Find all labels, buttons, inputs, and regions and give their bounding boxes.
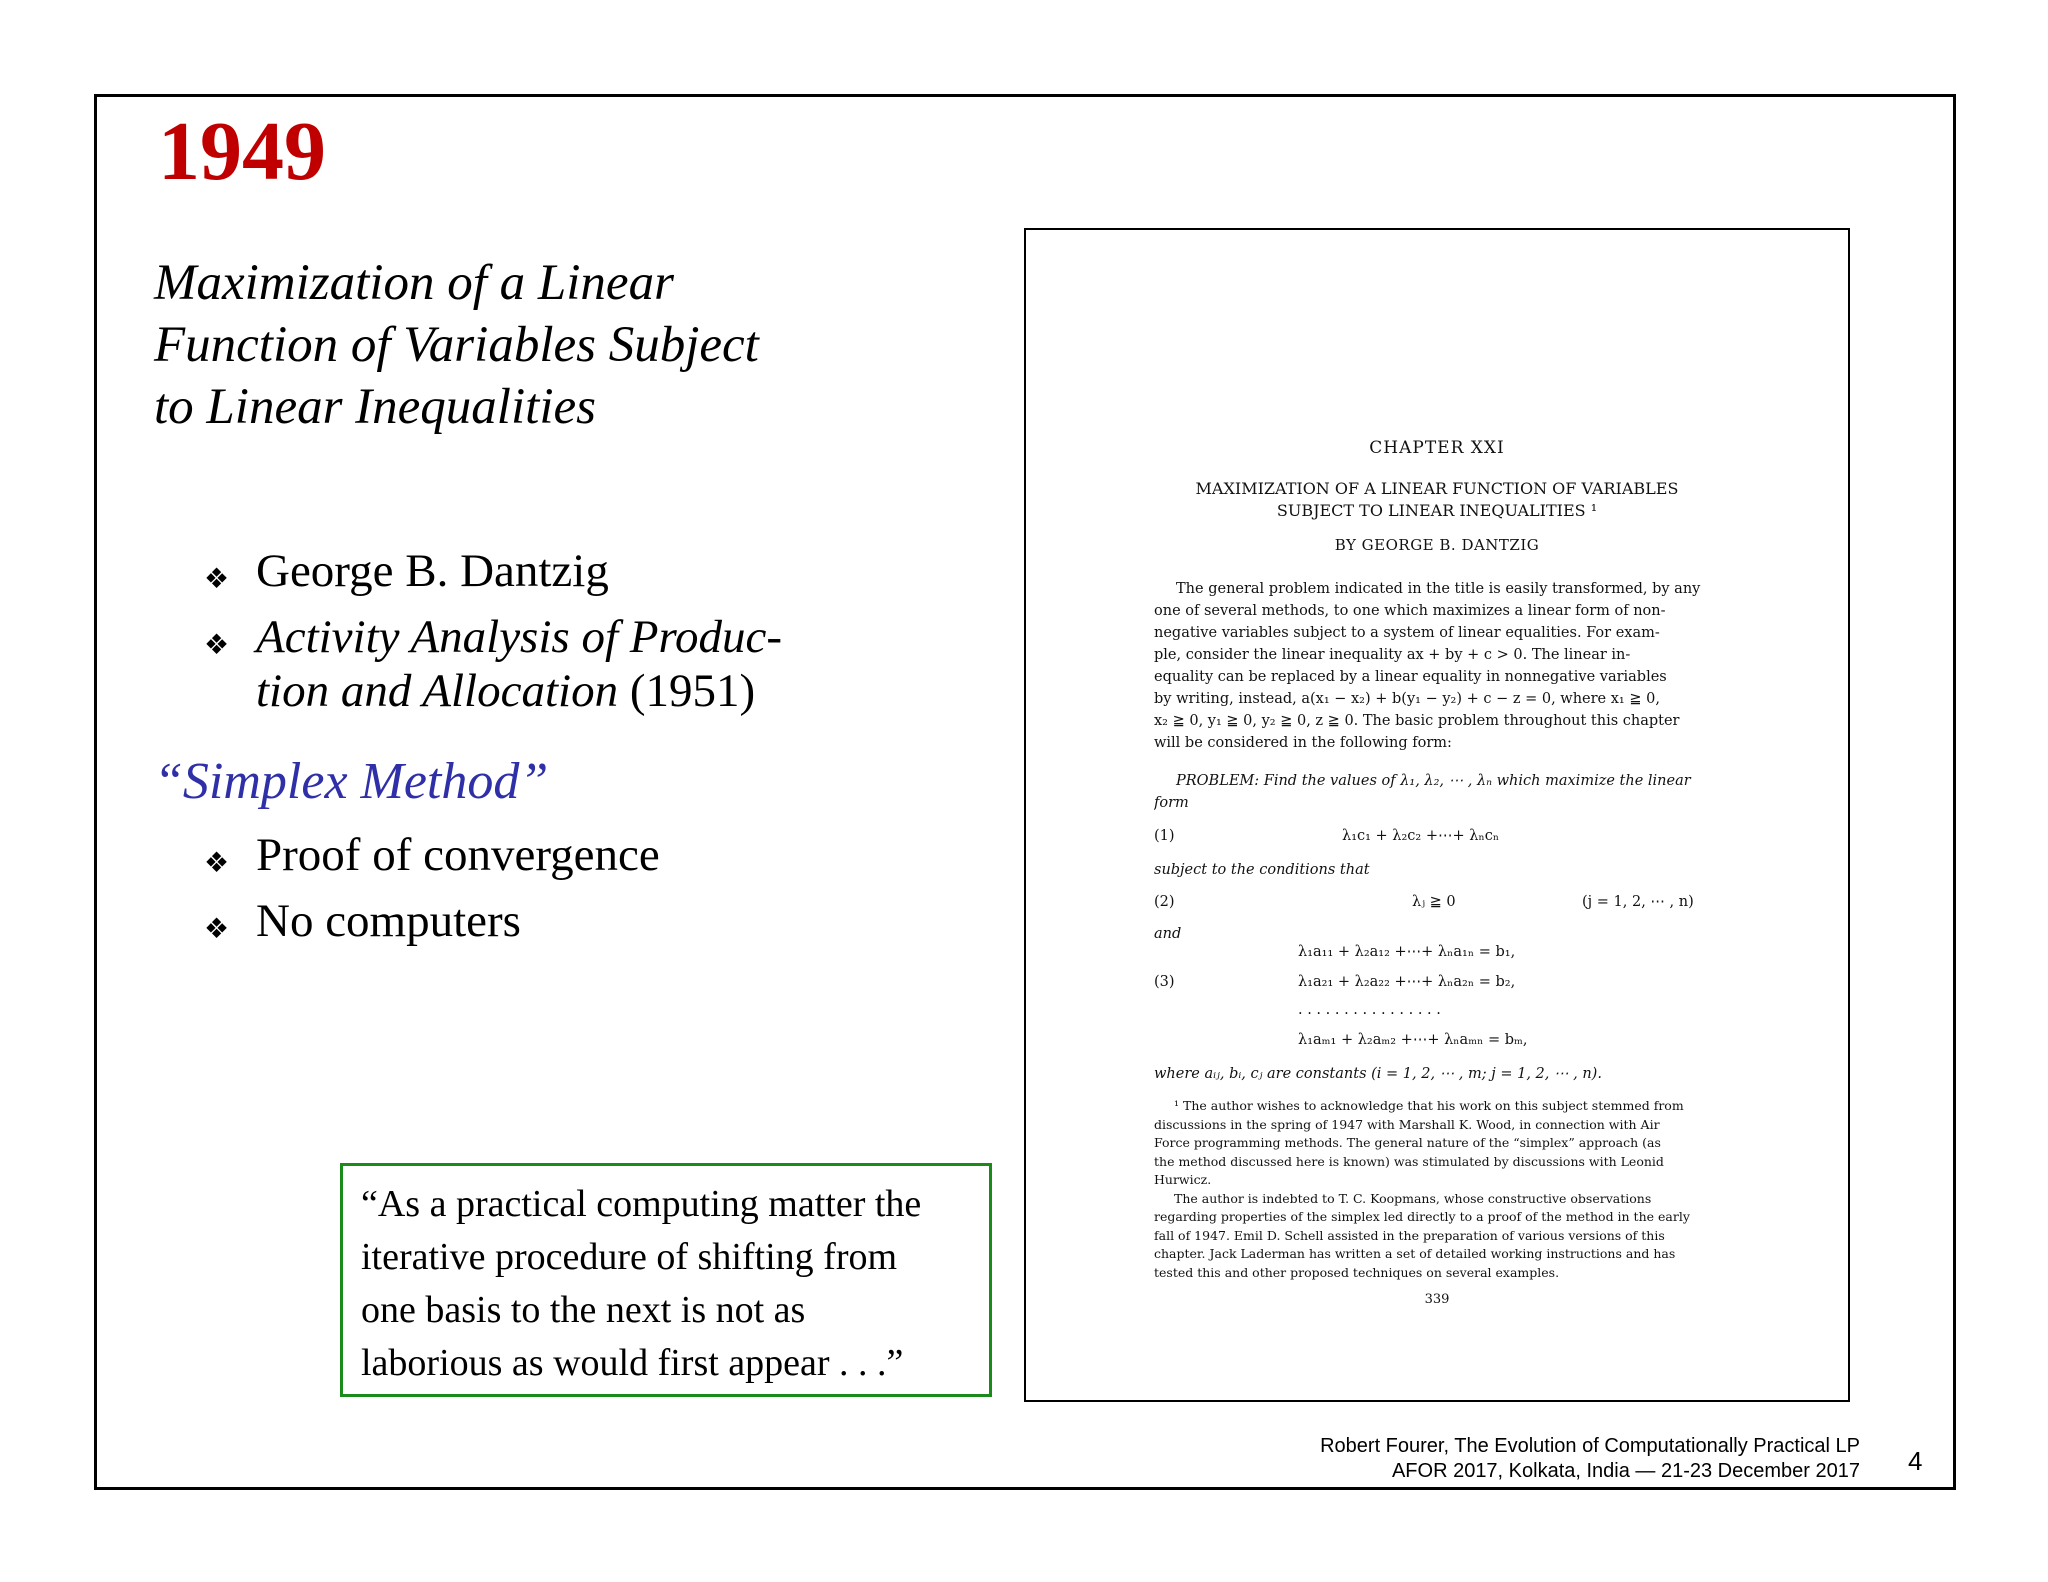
eq1-label: (1) — [1154, 828, 1175, 844]
footer-line: Robert Fourer, The Evolution of Computationally Practical LP — [1320, 1435, 1860, 1457]
bullet-book-line1: Activity Analysis of Produc- — [256, 611, 783, 663]
paper-title — [154, 252, 894, 438]
footer-line: AFOR 2017, Kolkata, India — 21-23 December 2017 — [1391, 1460, 1860, 1482]
eq3-label: (3) — [1154, 974, 1175, 990]
quote-line: “As a practical computing matter the — [361, 1183, 922, 1225]
quote-line: laborious as would first appear . . .” — [361, 1342, 904, 1384]
body-line: by writing, instead, a(x₁ − x₂) + b(y₁ − y₂) + c − z = 0, where x₁ ≧ 0, — [1154, 691, 1660, 707]
bullet-diamond-icon: ❖ — [204, 630, 230, 661]
bullet-diamond-icon: ❖ — [204, 914, 230, 945]
quote-line: iterative procedure of shifting from — [361, 1236, 898, 1278]
title-line: to Linear Inequalities — [154, 379, 596, 435]
footnote-line: Hurwicz. — [1154, 1172, 1212, 1187]
book-title-part: tion and Allocation — [256, 665, 619, 717]
bullet-book-line2 — [256, 664, 755, 718]
bullet-convergence: Proof of convergence — [256, 829, 660, 881]
footnote-line: tested this and other proposed techniques on several examples. — [1154, 1264, 1560, 1280]
paper-title-line: MAXIMIZATION OF A LINEAR FUNCTION OF VARIABLES — [1195, 479, 1679, 498]
paper-chapter: CHAPTER XXI — [1369, 438, 1505, 458]
bullet-author: George B. Dantzig — [256, 545, 609, 597]
slide-number: 4 — [1908, 1446, 1923, 1476]
eq2-label: (2) — [1154, 894, 1175, 910]
year-heading: 1949 — [158, 105, 326, 198]
body-line: will be considered in the following form: — [1154, 735, 1452, 751]
and-text: and — [1154, 926, 1182, 942]
bullet-diamond-icon: ❖ — [204, 848, 230, 879]
eq3-line: . . . . . . . . . . . . . . . . — [1298, 1002, 1441, 1018]
paper-footnote — [1154, 1097, 1728, 1282]
footnote-line: chapter. Jack Laderman has written a set of detailed working instructions and has — [1154, 1246, 1676, 1261]
simplex-heading: “Simplex Method” — [154, 753, 549, 810]
footnote-line: ¹ The author wishes to acknowledge that his work on this subject stemmed from — [1174, 1098, 1684, 1113]
footnote-line: regarding properties of the simplex led directly to a proof of the method in the early — [1154, 1209, 1690, 1224]
title-line: Function of Variables Subject — [154, 317, 759, 373]
subject-to-text: subject to the conditions that — [1154, 862, 1370, 878]
footnote-line: discussions in the spring of 1947 with Marshall K. Wood, in connection with Air — [1154, 1116, 1660, 1132]
eq1: λ₁c₁ + λ₂c₂ +⋯+ λₙcₙ — [1342, 828, 1500, 844]
paper-title-block — [1026, 478, 1848, 522]
paper-body — [1154, 578, 1728, 754]
body-line: negative variables subject to a system of linear equalities. For exam- — [1154, 625, 1660, 641]
paper-problem — [1154, 770, 1728, 814]
problem-line: form — [1154, 795, 1189, 811]
eq3-line: λ₁a₂₁ + λ₂a₂₂ +⋯+ λₙa₂ₙ = b₂, — [1298, 974, 1516, 990]
body-line: ple, consider the linear inequality ax + by + c > 0. The linear in- — [1154, 647, 1631, 663]
title-line: Maximization of a Linear — [154, 255, 674, 311]
bullet-no-computers: No computers — [256, 895, 521, 947]
body-line: one of several methods, to one which maximizes a linear form of non- — [1154, 603, 1666, 619]
problem-line: PROBLEM: Find the values of λ₁, λ₂, ⋯ , λₙ which maximize the linear — [1176, 773, 1691, 789]
paper-page-image — [1024, 228, 1850, 1402]
footnote-line: fall of 1947. Emil D. Schell assisted in the preparation of various versions of this — [1154, 1227, 1665, 1243]
book-year: (1951) — [618, 665, 756, 717]
body-line: x₂ ≧ 0, y₁ ≧ 0, y₂ ≧ 0, z ≧ 0. The basic problem throughout this chapter — [1154, 713, 1680, 729]
eq2: λⱼ ≧ 0 — [1412, 894, 1456, 910]
eq3-line: λ₁aₘ₁ + λ₂aₘ₂ +⋯+ λₙaₘₙ = bₘ, — [1298, 1032, 1528, 1048]
footnote-line: the method discussed here is known) was stimulated by discussions with Leonid — [1154, 1153, 1664, 1169]
paper-title-line: SUBJECT TO LINEAR INEQUALITIES ¹ — [1276, 501, 1598, 520]
paper-author: BY GEORGE B. DANTZIG — [1334, 536, 1540, 554]
eq3-line: λ₁a₁₁ + λ₂a₁₂ +⋯+ λₙa₁ₙ = b₁, — [1298, 944, 1516, 960]
paper-page-number: 339 — [1424, 1292, 1450, 1307]
eq2-range: (j = 1, 2, ⋯ , n) — [1582, 894, 1694, 910]
body-line: The general problem indicated in the title is easily transformed, by any — [1176, 581, 1701, 597]
quote-box — [340, 1163, 992, 1397]
footnote-line: The author is indebted to T. C. Koopmans, whose constructive observations — [1174, 1190, 1652, 1206]
bullet-diamond-icon: ❖ — [204, 564, 230, 595]
body-line: equality can be replaced by a linear equality in nonnegative variables — [1154, 669, 1667, 685]
where-line: where aᵢⱼ, bᵢ, cⱼ are constants (i = 1, 2, ⋯ , m; j = 1, 2, ⋯ , n). — [1154, 1066, 1602, 1082]
slide-footer — [1320, 1434, 1860, 1484]
footnote-line: Force programming methods. The general nature of the “simplex” approach (as — [1154, 1135, 1661, 1150]
quote-line: one basis to the next is not as — [361, 1289, 806, 1331]
